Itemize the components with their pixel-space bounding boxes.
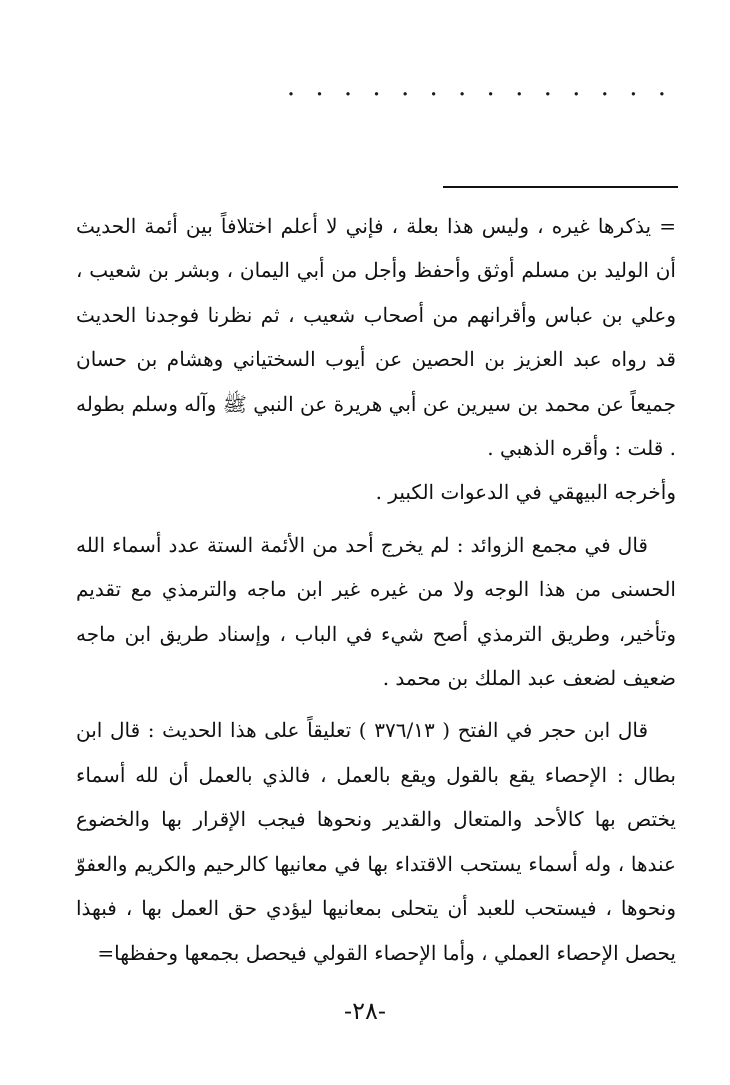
footnote-paragraph-1: = يذكرها غيره ، وليس هذا بعلة ، فإني لا أعلم اختلافاً بين أئمة الحديث أن الوليد بن مسلم أوثق وأحفظ وأجل من أبي اليمان ، وبشر بن شعيب ، وعلي بن عباس وأقرانهم من أصحاب شعيب ، ثم نظرنا فوجدنا الحديث قد رواه عبد العزيز بن الحصين عن أيوب السختياني وهشام بن حسان جميعاً عن محمد بن سيرين عن أبي هريرة عن النبي ﷺ وآله وسلم بطوله . قلت : وأقره الذهبي .: [76, 214, 676, 461]
footnote-paragraph-4: قال ابن حجر في الفتح ( ٣٧٦/١٣ ) تعليقاً على هذا الحديث : قال ابن بطال : الإحصاء يقع بالقول ويقع بالعمل ، فالذي بالعمل أن لله أسماء يختص بها كالأحد والمتعال والقدير ونحوها فيجب الإقرار بها والخضوع عندها ، وله أسماء يستحب الاقتداء بها في معانيها كالرحيم والكريم والعفوّ ونحوها ، فيستحب للعبد أن يتحلى بمعانيها ليؤدي حق العمل بها ، فبهذا يحصل الإحصاء العملي ، وأما الإحصاء القولي فيحصل بجمعها وحفظها=: [76, 718, 676, 965]
footnote-paragraph-2: وأخرجه البيهقي في الدعوات الكبير .: [375, 480, 676, 505]
footnote-paragraph-3: قال في مجمع الزوائد : لم يخرج أحد من الأئمة الستة عدد أسماء الله الحسنى من هذا الوجه ولا من غيره غير ابن ماجه والترمذي مع تقديم وتأخير، وطريق الترمذي أصح شيء في الباب ، وإسناد طريق ابن ماجه ضعيف لضعف عبد الملك بن محمد .: [76, 532, 676, 691]
page-number: -٢٨-: [344, 997, 386, 1025]
header-dots: . . . . . . . . . . . . . .: [286, 72, 672, 102]
footnote-separator-rule: [443, 186, 678, 188]
footnote-text: [76, 204, 676, 975]
